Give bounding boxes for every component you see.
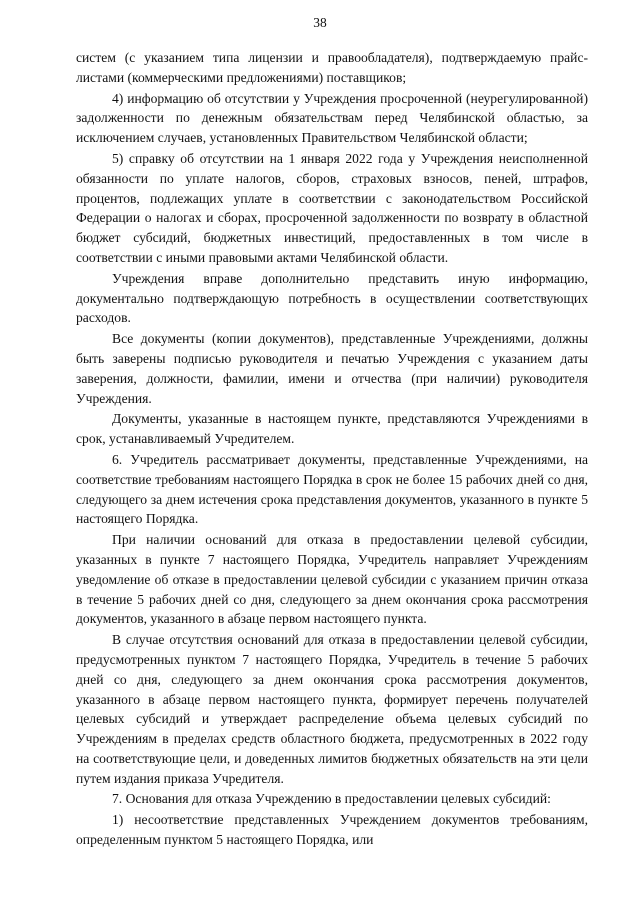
paragraph: При наличии оснований для отказа в предоставлении целевой субсидии, указанных в пункте 7 настоящего Порядка, Учредитель направляет Учреждениям уведомление об отказе в предоставлении целевой субсидии с указанием причин отказа в течение 5 рабочих дней со дня, следующего за днем окончания срока рассмотрения документов, указанного в абзаце первом настоящего пункта. <box>76 532 588 627</box>
paragraph: 6. Учредитель рассматривает документы, представленные Учреждениями, на соответствие требованиям настоящего Порядка в срок не более 15 рабочих дней со дня, следующего за днем истечения срока представления документов, указанного в пункте 5 настоящего Порядка. <box>76 451 588 527</box>
paragraph: 7. Основания для отказа Учреждению в предоставлении целевых субсидий: <box>112 791 551 807</box>
document-body <box>76 48 588 851</box>
page-number: 38 <box>313 15 327 30</box>
paragraph: Документы, указанные в настоящем пункте, представляются Учреждениями в срок, устанавливаемый Учредителем. <box>76 411 588 447</box>
paragraph: Учреждения вправе дополнительно представить иную информацию, документально подтверждающую потребность в осуществлении соответствующих расходов. <box>76 270 588 326</box>
paragraph: 4) информацию об отсутствии у Учреждения просроченной (неурегулированной) задолженности по денежным обязательствам перед Челябинской областью, за исключением случаев, установленных Правительством Челябинской области; <box>76 90 588 146</box>
paragraph: Все документы (копии документов), представленные Учреждениями, должны быть заверены подписью руководителя и печатью Учреждения с указанием даты заверения, должности, фамилии, имени и отчества (при наличии) руководителя Учреждения. <box>76 331 588 406</box>
paragraph: 5) справку об отсутствии на 1 января 2022 года у Учреждения неисполненной обязанности по уплате налогов, сборов, страховых взносов, пеней, штрафов, процентов, подлежащих уплате в соответствии с законодательством Российской Федерации о налогах и сборах, просроченной задолженности по возврату в областной бюджет субсидий, бюджетных инвестиций, предоставленных в том числе в соответствии с иными правовыми актами Челябинской области. <box>76 150 588 265</box>
paragraph: 1) несоответствие представленных Учреждением документов требованиям, определенным пунктом 5 настоящего Порядка, или <box>76 812 588 848</box>
paragraph: систем (с указанием типа лицензии и правообладателя), подтверждаемую прайс-листами (коммерческими предложениями) поставщиков; <box>76 50 588 85</box>
paragraph: В случае отсутствия оснований для отказа в предоставлении целевой субсидии, предусмотренных пунктом 7 настоящего Порядка, Учредитель в течение 5 рабочих дней со дня, следующего за днем окончания срока рассмотрения документов, указанного в абзаце первом настоящего пункта, формирует перечень получателей целевых субсидий и утверждает распределение объема целевых субсидий по Учреждениям в пределах средств областного бюджета, предусмотренных в 2022 году на соответствующие цели, и доведенных лимитов бюджетных обязательств на эти цели путем издания приказа Учредителя. <box>76 632 588 786</box>
